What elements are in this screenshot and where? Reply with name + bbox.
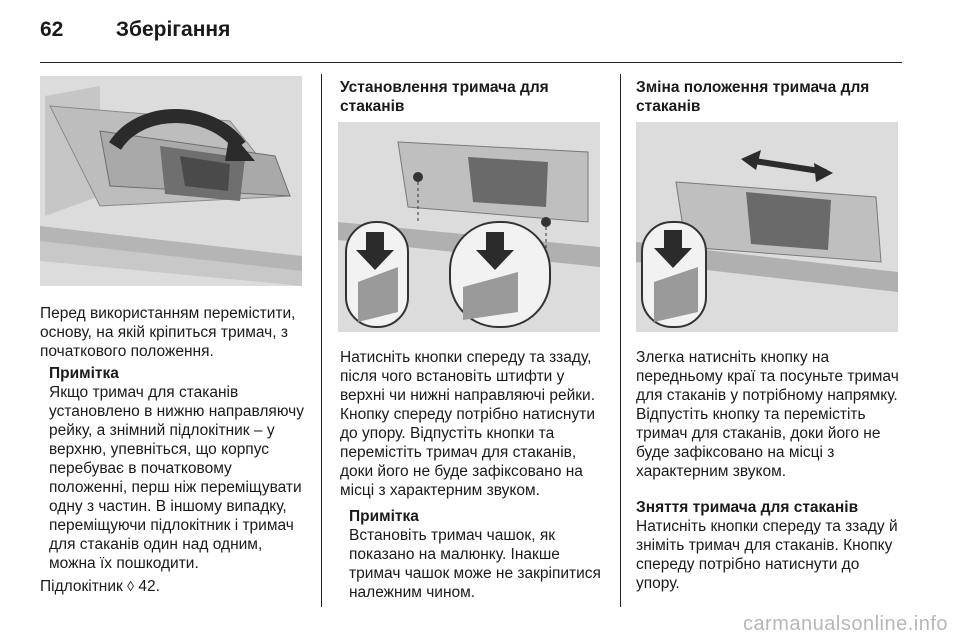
note-title: Примітка [49,365,119,382]
note-text: Встановіть тримач чашок, як показано на малюнку. Інакше тримач чашок може не закріпитися належним чином. [349,527,601,601]
section-heading: Зняття тримача для стаканів [636,499,859,516]
cup-holder-rotation-illustration [40,76,302,286]
cup-holder-reposition-illustration [636,122,898,332]
note-block [40,364,308,573]
install-instructions: Натисніть кнопки спереду та ззаду, після чого встановіть штифти у верхні чи нижні направляючі рейки. Кнопку спереду потрібно натиснути до упору. Відпустіть кнопки та перемістіть тримач для стаканів, доки його не буде зафіксовано на місці з характерним звуком. [340,349,596,499]
intro-paragraph: Перед використанням перемістити, основу, на якій кріпиться тримач, з початкового положення. [40,305,296,360]
section-heading: Зміна положення тримача для стаканів [636,79,870,115]
cross-reference [40,577,308,596]
page-title: Зберігання [115,18,231,41]
note-text: Якщо тримач для стаканів установлено в нижню направляючу рейку, а знімний підлокітник – у верхню, упевніться, що корпус перебуває в початковому положенні, перш ніж переміщувати одну з частин. В іншому випадку, переміщуючи підлокітник і тримач для стаканів один над одним, можна їх пошкодити. [49,384,304,572]
xref-page: 42. [138,578,160,595]
page-number: 62 [40,18,64,41]
page-header [40,18,230,42]
xref-text: Підлокітник [40,578,123,595]
note-block [340,507,610,602]
reposition-instructions: Злегка натисніть кнопку на передньому краї та посуньте тримач для стаканів у потрібному напрямку. Відпустіть кнопку та перемістіть тримач для стаканів, доки його не буде зафіксовано на місці з характерним звуком. [636,349,899,480]
removal-instructions: Натисніть кнопки спереду та ззаду й зніміть тримач для стаканів. Кнопку спереду потрібно натиснути до упору. [636,518,898,592]
column-divider [620,74,621,607]
note-title: Примітка [349,508,419,525]
column-divider [321,74,322,607]
watermark: carmanualsonline.info [742,613,948,635]
cup-holder-install-illustration [338,122,600,332]
reference-arrow-icon: ◊ [127,578,135,594]
section-heading: Установлення тримача для стаканів [340,79,549,115]
header-rule [40,62,902,63]
